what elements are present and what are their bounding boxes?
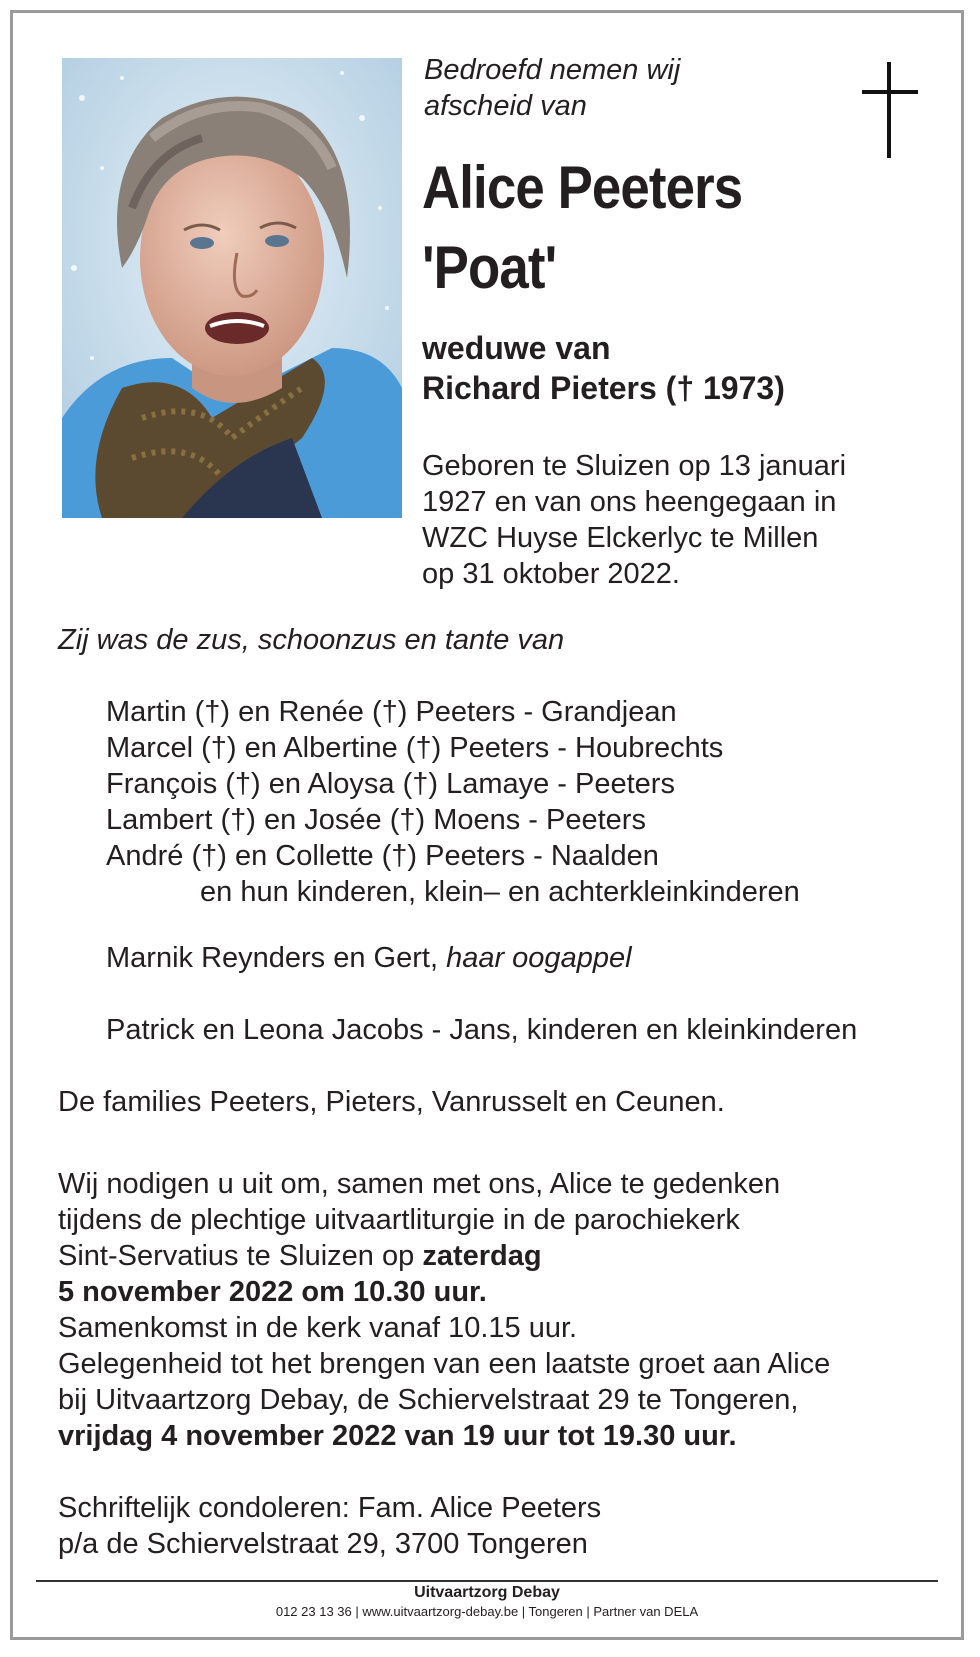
condolence-address — [58, 1490, 601, 1562]
invite-line: Gelegenheid tot het brengen van een laatste groet aan Alice — [58, 1348, 831, 1380]
name-line: Alice Peeters — [422, 154, 743, 221]
list-item: Martin (†) en Renée (†) Peeters - Grandjean — [106, 696, 677, 728]
invite-day: zaterdag — [422, 1240, 542, 1272]
intro-line: Bedroefd nemen wij — [424, 54, 681, 86]
info-line: Geboren te Sluizen op 13 januari — [422, 450, 847, 482]
invite-line — [58, 1238, 830, 1274]
footer-company: Uitvaartzorg Debay — [414, 1584, 560, 1601]
invite-line: Samenkomst in de kerk vanaf 10.15 uur. — [58, 1312, 578, 1344]
nickname-line: 'Poat' — [422, 234, 557, 301]
patrick-line: Patrick en Leona Jacobs - Jans, kinderen en kleinkinderen — [106, 1014, 858, 1046]
condole-line: p/a de Schiervelstraat 29, 3700 Tongeren — [58, 1528, 588, 1560]
info-line: op 31 oktober 2022. — [422, 558, 680, 590]
list-item: François (†) en Aloysa (†) Lamaye - Peeters — [106, 768, 675, 800]
siblings-list — [106, 694, 800, 910]
info-line: WZC Huyse Elckerlyc te Millen — [422, 522, 819, 554]
condole-line: Schriftelijk condoleren: Fam. Alice Peeters — [58, 1492, 602, 1524]
siblings-descendants: en hun kinderen, klein– en achterkleinkinderen — [200, 876, 800, 908]
footer-contact: 012 23 13 36 | www.uitvaartzorg-debay.be | Tongeren | Partner van DELA — [275, 1604, 699, 1619]
invite-date-bold: 5 november 2022 om 10.30 uur. — [58, 1276, 487, 1308]
portrait-photo — [62, 58, 402, 518]
cross-icon — [862, 62, 918, 158]
widow-label: weduwe van — [422, 330, 611, 366]
info-line: 1927 en van ons heengegaan in — [422, 486, 837, 518]
visitation-date-bold: vrijdag 4 november 2022 van 19 uur tot 19.30 uur. — [58, 1420, 737, 1452]
invite-line-text: Sint-Servatius te Sluizen op — [58, 1240, 415, 1272]
families-line: De families Peeters, Pieters, Vanrusselt en Ceunen. — [58, 1086, 725, 1118]
marnik-italic: haar oogappel — [446, 942, 632, 974]
birth-death-info — [422, 448, 846, 592]
invite-date — [58, 1274, 830, 1310]
invite-line: bij Uitvaartzorg Debay, de Schiervelstraat 29 te Tongeren, — [58, 1384, 799, 1416]
intro-line: afscheid van — [424, 90, 587, 122]
invite-line: Wij nodigen u uit om, samen met ons, Alice te gedenken — [58, 1168, 781, 1200]
spouse-name: Richard Pieters († 1973) — [422, 370, 785, 406]
list-item: André (†) en Collette (†) Peeters - Naalden — [106, 840, 659, 872]
footer-divider — [36, 1580, 938, 1582]
list-item: Marcel (†) en Albertine (†) Peeters - Houbrechts — [106, 732, 724, 764]
widow-of — [422, 328, 785, 408]
deceased-name — [422, 148, 742, 308]
funeral-invitation — [58, 1166, 830, 1454]
relation-intro: Zij was de zus, schoonzus en tante van — [58, 624, 565, 656]
intro-text — [424, 52, 680, 124]
list-item: Lambert (†) en Josée (†) Moens - Peeters — [106, 804, 646, 836]
marnik-line — [106, 940, 632, 976]
visitation-date — [58, 1418, 830, 1454]
marnik-text: Marnik Reynders en Gert, — [106, 942, 439, 974]
invite-line: tijdens de plechtige uitvaartliturgie in de parochiekerk — [58, 1204, 740, 1236]
